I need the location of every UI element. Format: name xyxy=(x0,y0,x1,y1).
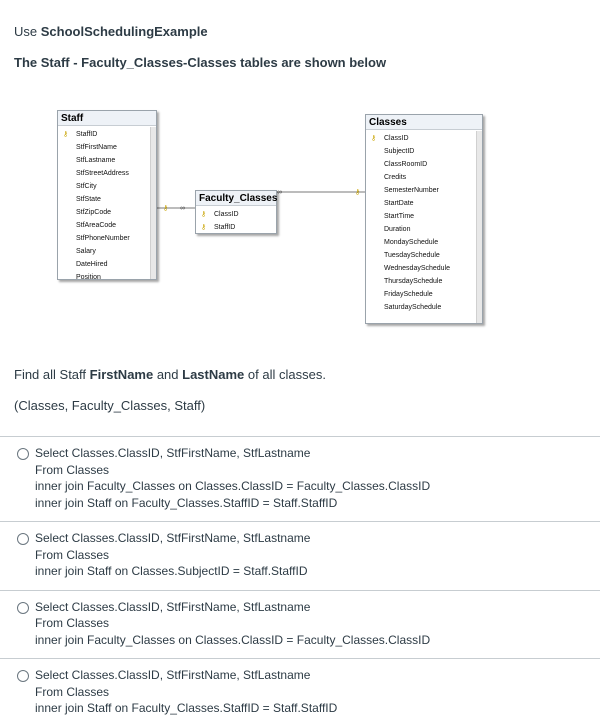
answer-option[interactable] xyxy=(0,590,600,659)
question-middle: and xyxy=(153,367,183,382)
column-row xyxy=(366,210,482,223)
column-row xyxy=(366,275,482,288)
option-line: From Classes xyxy=(35,616,110,630)
infinity-end-icon: ∞ xyxy=(180,205,185,212)
option-line: inner join Staff on Faculty_Classes.StaffID = Staff.StaffID xyxy=(35,495,338,510)
column-row xyxy=(366,236,482,249)
column-name: Duration xyxy=(384,226,411,233)
column-row xyxy=(58,193,156,206)
column-name: SemesterNumber xyxy=(384,187,439,194)
column-row xyxy=(196,221,276,234)
column-name: StfState xyxy=(76,196,101,203)
key-end-icon-2: ⚷ xyxy=(355,189,361,196)
column-row xyxy=(366,145,482,158)
answer-option[interactable] xyxy=(0,521,600,590)
option-line: Select Classes.ClassID, StfFirstName, StfLastname xyxy=(35,599,311,614)
column-name: StaffID xyxy=(76,131,98,138)
column-row xyxy=(58,167,156,180)
use-prefix: Use xyxy=(14,24,41,39)
column-name: StartTime xyxy=(384,213,415,220)
staff-table-title: Staff xyxy=(58,111,156,126)
option-line: From Classes xyxy=(35,547,110,562)
question-text xyxy=(14,367,326,382)
column-name: StfFirstName xyxy=(76,144,117,151)
column-name: StfStreetAddress xyxy=(76,170,129,177)
database-name: SchoolSchedulingExample xyxy=(40,24,208,39)
option-line: Select Classes.ClassID, StfFirstName, StfLastname xyxy=(35,668,311,682)
use-database-instruction xyxy=(14,24,208,39)
column-name: ClassID xyxy=(214,211,239,218)
column-name: Salary xyxy=(76,248,96,255)
column-name: Position xyxy=(76,274,101,281)
column-name: StfPhoneNumber xyxy=(76,235,130,242)
faculty-classes-table xyxy=(195,190,277,234)
column-row xyxy=(366,301,482,314)
option-line: inner join Faculty_Classes on Classes.ClassID = Faculty_Classes.ClassID xyxy=(35,632,431,647)
radio-button[interactable] xyxy=(17,448,29,460)
database-diagram xyxy=(0,100,600,340)
column-name: StfCity xyxy=(76,183,97,190)
option-line: From Classes xyxy=(35,684,110,699)
column-row xyxy=(58,271,156,284)
column-row xyxy=(58,206,156,219)
column-name: SaturdaySchedule xyxy=(384,304,442,311)
column-row xyxy=(366,171,482,184)
question-prefix: Find all Staff xyxy=(14,367,90,382)
column-row xyxy=(58,245,156,258)
column-name: WednesdaySchedule xyxy=(384,265,451,272)
column-name: ClassRoomID xyxy=(384,161,428,168)
column-name: MondaySchedule xyxy=(384,239,439,246)
answer-options xyxy=(0,436,600,727)
option-line: inner join Staff on Classes.SubjectID = Staff.StaffID xyxy=(35,564,308,578)
column-name: StfZipCode xyxy=(76,209,112,216)
column-row xyxy=(366,158,482,171)
classes-table xyxy=(365,114,483,324)
column-row xyxy=(58,128,156,141)
column-row xyxy=(58,258,156,271)
classes-table-title: Classes xyxy=(366,115,482,130)
option-line: Select Classes.ClassID, StfFirstName, StfLastname xyxy=(35,531,311,545)
radio-button[interactable] xyxy=(17,533,29,545)
infinity-end-icon-2: ∞ xyxy=(277,189,282,196)
column-name: ThursdaySchedule xyxy=(384,278,443,285)
question-bold-firstname: FirstName xyxy=(89,367,154,382)
option-line: From Classes xyxy=(35,462,110,477)
staff-table xyxy=(57,110,157,280)
column-row xyxy=(196,208,276,221)
column-name: TuesdaySchedule xyxy=(384,252,440,259)
column-name: ClassID xyxy=(384,135,409,142)
option-line: inner join Staff on Faculty_Classes.StaffID = Staff.StaffID xyxy=(35,701,338,715)
option-line: Select Classes.ClassID, StfFirstName, StfLastname xyxy=(35,446,311,460)
column-name: FridaySchedule xyxy=(384,291,433,298)
column-row xyxy=(366,262,482,275)
column-row xyxy=(58,154,156,167)
column-name: DateHired xyxy=(76,261,108,268)
column-row xyxy=(366,223,482,236)
column-name: StartDate xyxy=(384,200,414,207)
column-row xyxy=(366,184,482,197)
radio-button[interactable] xyxy=(17,602,29,614)
primary-key-icon: ⚷ xyxy=(201,211,207,218)
option-line: inner join Faculty_Classes on Classes.ClassID = Faculty_Classes.ClassID xyxy=(35,479,431,493)
column-row xyxy=(366,132,482,145)
answer-option[interactable] xyxy=(0,436,600,521)
scrollbar xyxy=(476,131,482,323)
column-name: StfLastname xyxy=(76,157,116,164)
column-row xyxy=(58,219,156,232)
question-suffix: of all classes. xyxy=(244,367,326,382)
primary-key-icon: ⚷ xyxy=(371,135,377,142)
tables-heading: The Staff - Faculty_Classes-Classes tables are shown below xyxy=(14,55,387,70)
column-name: Credits xyxy=(384,174,407,181)
faculty-classes-table-title: Faculty_Classes xyxy=(196,191,276,206)
primary-key-icon: ⚷ xyxy=(201,224,207,231)
column-name: SubjectID xyxy=(384,148,415,155)
column-row xyxy=(58,180,156,193)
tables-hint: (Classes, Faculty_Classes, Staff) xyxy=(14,398,206,413)
column-row xyxy=(58,141,156,154)
primary-key-icon: ⚷ xyxy=(63,131,69,138)
question-bold-lastname: LastName xyxy=(182,367,245,382)
column-row xyxy=(366,197,482,210)
column-name: StaffID xyxy=(214,224,236,231)
column-row xyxy=(366,288,482,301)
radio-button[interactable] xyxy=(17,670,29,682)
answer-option[interactable] xyxy=(0,658,600,727)
scrollbar xyxy=(150,127,156,279)
column-row xyxy=(58,232,156,245)
key-end-icon: ⚷ xyxy=(163,205,169,212)
column-name: StfAreaCode xyxy=(76,222,117,229)
column-row xyxy=(366,249,482,262)
